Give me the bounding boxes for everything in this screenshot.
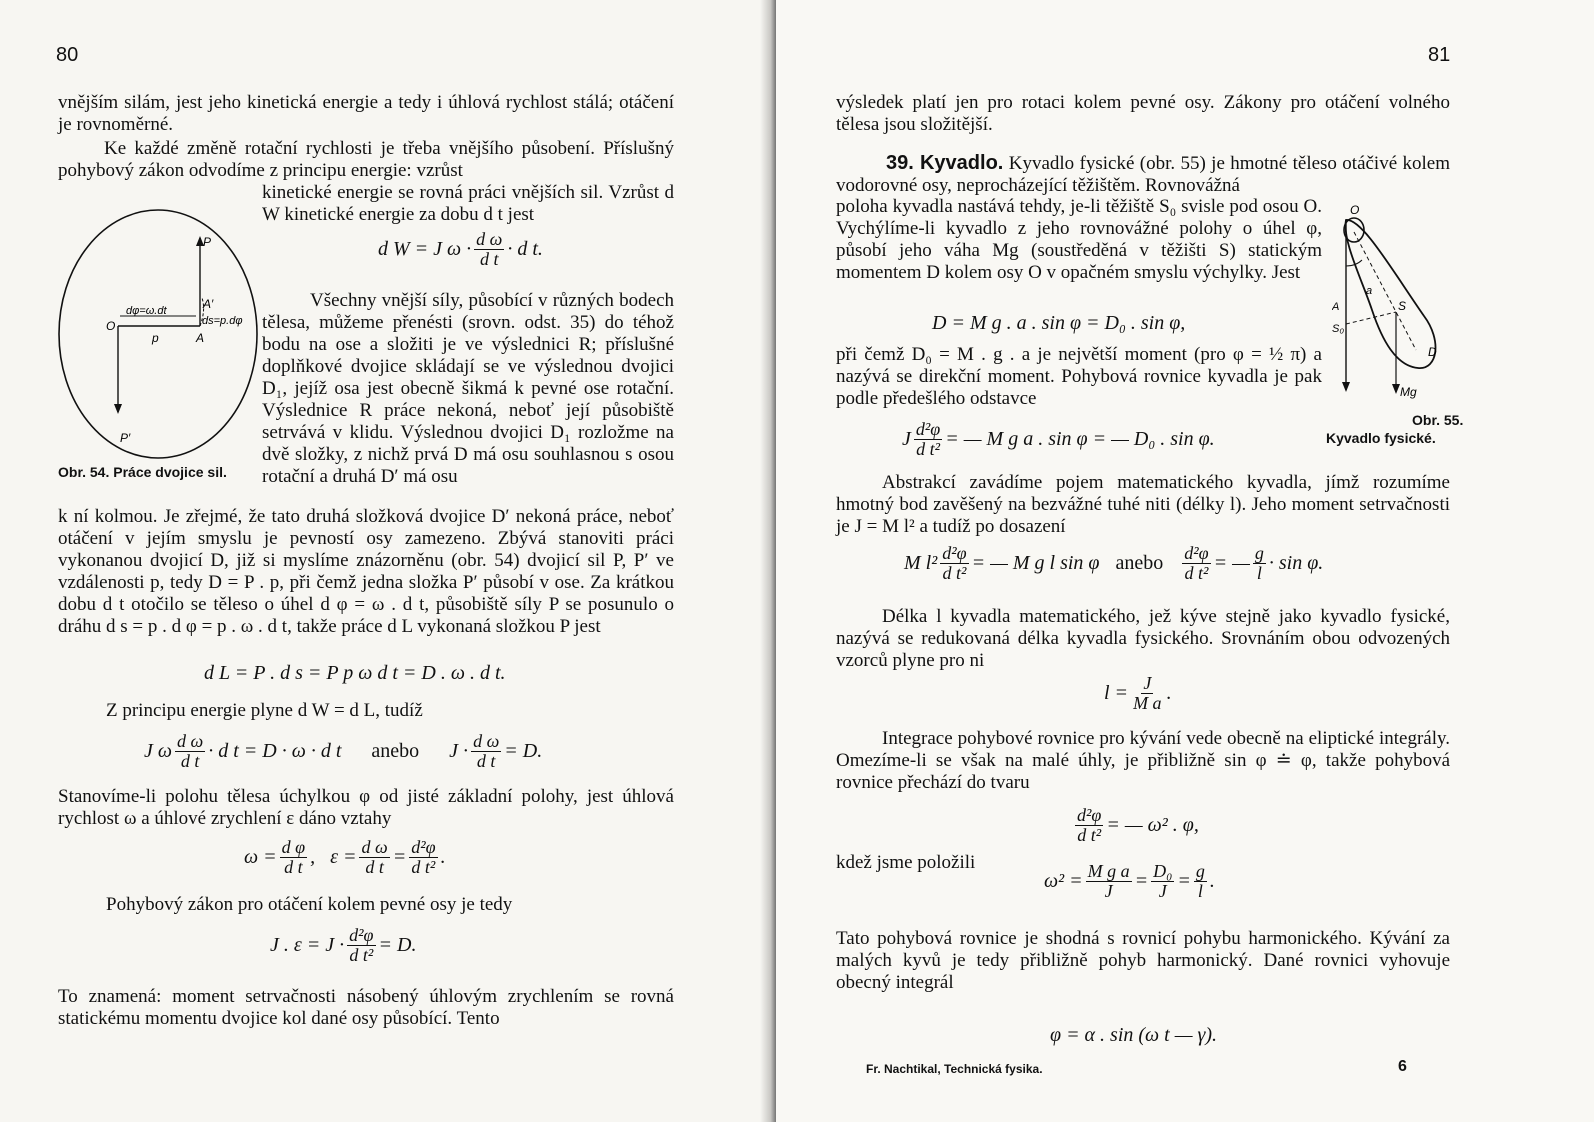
equation-motion-law <box>270 926 416 965</box>
numerator: d²φ <box>915 419 941 439</box>
fraction <box>280 838 307 877</box>
label-p: p <box>152 331 159 345</box>
figure-55-caption-title: Kyvadlo fysické. <box>1326 430 1436 446</box>
paragraph: Tato pohybová rovnice je shodná s rovnicí pohybu harmonického. Kývání za malých kyvů je tedy přibližně pohyb harmonický. Dané rovnici vyhovuje obecný integrál <box>836 928 1450 993</box>
denominator: d t² <box>349 945 374 965</box>
paragraph: výsledek platí jen pro rotaci kolem pevné osy. Zákony pro otáčení volného tělesa jsou složitější. <box>836 92 1450 135</box>
fraction <box>359 838 389 877</box>
eq-term: = <box>1134 870 1149 892</box>
fraction <box>1182 544 1210 583</box>
label-O: O <box>1350 203 1360 217</box>
eq-term: J ω <box>144 740 172 762</box>
eq-term: ω² = <box>1044 870 1083 892</box>
paragraph: Abstrakcí zavádíme pojem matematického kyvadla, jímž rozumíme hmotný bod zavěšený na bezvážné tuhé niti (délky l). Jeho moment setrvačnosti je J = M l² a tudíž po dosazení <box>836 472 1450 537</box>
eq-term: M l² <box>904 552 938 574</box>
label-P: P <box>203 235 212 249</box>
numerator: d φ <box>281 837 306 857</box>
label-A: A <box>196 331 205 345</box>
arrowhead <box>114 404 122 414</box>
label-D: D <box>1428 345 1437 359</box>
section-heading-text: 39. Kyvadlo. <box>886 152 1004 174</box>
fraction <box>1075 806 1103 845</box>
fraction <box>914 420 942 459</box>
eq-term: . <box>1209 870 1215 892</box>
eq-term: · d t. <box>507 238 543 260</box>
equation-kinetic-energy <box>378 230 543 269</box>
equation-reduced-length <box>1104 674 1172 713</box>
label-S0: S₀ <box>1332 323 1344 335</box>
numerator: d²φ <box>411 837 436 857</box>
equation-omega-squared <box>1044 862 1215 901</box>
denominator: M a <box>1133 693 1162 713</box>
eq-term: l = <box>1104 682 1129 704</box>
denominator: l <box>1256 563 1262 583</box>
paragraph: poloha kyvadla nastává tehdy, je-li těžiště S₀ svisle pod osou O. Vychýlíme-li kyvadlo z jeho rovnovážné polohy o úhel φ, působí jeho váha Mg (soustředěná v těžišti S) statickým momentem D kolem osy O v opačném smyslu výchylky. Jest <box>836 196 1322 283</box>
paragraph: kdež jsme položili <box>836 852 976 873</box>
denominator: l <box>1197 881 1203 901</box>
page-number-left: 80 <box>56 44 79 66</box>
paragraph: Stanovíme-li polohu tělesa úchylkou φ od jisté základní polohy, jest úhlová rychlost ω a úhlové zrychlení ε dáno vztahy <box>58 786 674 829</box>
footer-book-title: Fr. Nachtikal, Technická fysika. <box>866 1062 1043 1076</box>
denominator: d t <box>284 857 303 877</box>
label-dphi: dφ=ω.dt <box>126 305 167 317</box>
eq-term: J <box>902 428 911 450</box>
eq-term: = — <box>1213 552 1250 574</box>
paragraph: Všechny vnější síly, působící v různých bodech tělesa, můžeme přenésti (srovn. odst. 35) do téhož bodu na ose a složiti je ve výslednici R; příslušné doplňkové dvojice skládají se ve výslednou dvojici D₁, jejíž osa jest obecně šikmá k pevné ose rotační. Výslednice R práce nekoná, neboť její působiště setrvává v klidu. Výslednou dvojici D₁ rozložme na dvě složky, z nichž prvá D má osu souhlasnou s osou rotační a druhá D′ má osu <box>262 290 674 487</box>
eq-term: , ε = <box>310 846 357 868</box>
pendulum-body <box>1345 220 1435 368</box>
numerator: d ω <box>476 229 503 249</box>
eq-term: = <box>392 846 407 868</box>
footer-signature-number: 6 <box>1398 1058 1407 1075</box>
left-page <box>0 0 776 1122</box>
numerator: d²φ <box>942 543 967 563</box>
section-39-intro <box>836 152 1450 197</box>
denominator: d t² <box>411 857 436 877</box>
eq-term: . <box>440 846 446 868</box>
fraction <box>409 838 437 877</box>
eq-term: = — M g l sin φ <box>971 552 1100 574</box>
paragraph: To znamená: moment setrvačnosti násobený úhlovým zrychlením se rovná statickému momentu dvojice kol dané osy působící. Tento <box>58 986 674 1029</box>
section-heading <box>886 153 1003 174</box>
equation-general-integral: φ = α . sin (ω t — γ). <box>1050 1024 1218 1046</box>
label-a: a <box>1366 285 1373 297</box>
equation-static-moment: D = M g . a . sin φ = D₀ . sin φ, <box>932 312 1186 334</box>
numerator: d²φ <box>1077 805 1102 825</box>
paragraph: Ke každé změně rotační rychlosti je třeba vnějšího působení. Příslušný pohybový zákon odvodíme z principu energie: vzrůst <box>58 138 674 181</box>
denominator: d t <box>180 751 200 771</box>
figure-55-caption-number: Obr. 55. <box>1412 412 1464 428</box>
eq-term: = <box>1177 870 1191 892</box>
paragraph: Z principu energie plyne d W = d L, tudíž <box>106 700 423 721</box>
eq-term: J · <box>449 740 469 762</box>
paragraph: k ní kolmou. Je zřejmé, že tato druhá složková dvojice D′ nekoná práce, neboť otáčení v jejím smyslu je pevností osy zamezeno. Zbývá stanoviti práci vykonanou dvojicí D, již si myslíme znázorněnu (obr. 54) dvojicí sil P, P′ ve vzdálenosti p, tedy D = P . p, při čemž jedna složka P′ působí v ose. Za krátkou dobu d t otočilo se těleso o úhel d φ = ω . d t, působiště síly P se posunulo o dráhu d s = p . d φ = p . ω . d t, takže práce d L vykonaná složkou P jest <box>58 506 674 637</box>
figure-54-caption: Obr. 54. Práce dvojice sil. <box>58 464 227 480</box>
denominator: d t² <box>1077 825 1102 845</box>
arrowhead <box>1392 384 1400 394</box>
numerator: d ω <box>473 731 500 751</box>
denominator: d t² <box>1184 563 1209 583</box>
fraction <box>474 230 504 269</box>
figure-54-couple-work <box>56 206 266 466</box>
paragraph: vnějším silám, jest jeho kinetická energie a tedy i úhlová rychlost stálá; otáčení je rovnoměrné. <box>58 92 674 135</box>
denominator: d t <box>476 751 496 771</box>
eq-term: = — ω² . φ, <box>1106 814 1199 836</box>
label-P-prime: P′ <box>120 431 131 445</box>
fraction <box>1253 544 1266 583</box>
equation-mathematical-pendulum <box>904 544 1323 583</box>
label-S: S <box>1398 299 1407 313</box>
fraction <box>471 732 501 771</box>
denominator: d t² <box>942 563 967 583</box>
fraction <box>1151 862 1174 901</box>
eq-term: = D. <box>378 934 417 956</box>
numerator: d ω <box>177 731 204 751</box>
label-Mg: Mg <box>1400 385 1417 399</box>
denominator: J <box>1104 881 1113 901</box>
paragraph: Integrace pohybové rovnice pro kývání vede obecně na eliptické integrály. Omezíme-li se však na malé úhly, je přibližně sin φ ≐ φ, takže pohybová rovnice přechází do tvaru <box>836 728 1450 793</box>
eq-term: d W = J ω · <box>378 238 472 260</box>
equation-physical-pendulum <box>902 420 1215 459</box>
eq-connector: anebo <box>1115 552 1164 574</box>
arrowhead <box>1342 382 1350 392</box>
numerator: d²φ <box>349 925 374 945</box>
label-ds: ds=p.dφ <box>202 315 243 327</box>
eq-term: · sin φ. <box>1268 552 1324 574</box>
numerator: g <box>1254 543 1264 563</box>
equation-work: d L = P . d s = P p ω d t = D . ω . d t. <box>204 662 506 684</box>
figure-55-physical-pendulum <box>1332 200 1462 410</box>
denominator: J <box>1158 881 1167 901</box>
right-page <box>776 0 1594 1122</box>
fraction <box>1086 862 1132 901</box>
paragraph: Délka l kyvadla matematického, jež kýve stejně jako kyvadlo fysické, nazývá se redukovaná délka kyvadla fysického. Srovnáním obou odvozených vzorců plyne pro ni <box>836 606 1450 671</box>
numerator: d²φ <box>1184 543 1209 563</box>
equation-small-oscillations <box>1072 806 1199 845</box>
fraction <box>347 926 375 965</box>
eq-term: ω = <box>244 846 277 868</box>
paragraph: kinetické energie se rovná práci vnějších sil. Vzrůst d W kinetické energie za dobu d t jest <box>262 182 674 225</box>
eq-connector: anebo <box>371 740 420 762</box>
page-number-right: 81 <box>1428 44 1451 66</box>
denominator: d t <box>480 249 499 269</box>
fraction <box>175 732 205 771</box>
paragraph-text: Kyvadlo fysické (obr. 55) je hmotné těleso otáčivé kolem vodorovné osy, neprocházející těžištěm. Rovnovážná <box>836 153 1451 196</box>
eq-term: J . ε = J · <box>270 934 345 956</box>
numerator: J <box>1143 673 1152 693</box>
fraction <box>1194 862 1207 901</box>
eq-term: . <box>1166 682 1172 704</box>
eq-term: = D. <box>504 740 543 762</box>
label-A-prime: A′ <box>203 297 214 311</box>
denominator: d t² <box>916 439 941 459</box>
paragraph: při čemž D₀ = M . g . a je největší moment (pro φ = ½ π) a nazývá se direkční moment. Pohybová rovnice kyvadla je pak podle předešlého odstavce <box>836 344 1322 409</box>
denominator: d t <box>365 857 384 877</box>
numerator: g <box>1195 861 1205 881</box>
eq-term: · d t = D · ω · d t <box>208 740 342 762</box>
fraction <box>1131 674 1164 713</box>
label-A: A <box>1332 301 1340 313</box>
equation-angular-velocity <box>244 838 446 877</box>
label-O: O <box>106 319 116 333</box>
numerator: M g a <box>1087 861 1130 881</box>
arm-line <box>1346 312 1396 324</box>
numerator: D₀ <box>1153 861 1173 881</box>
equation-energy-principle <box>144 732 542 771</box>
fraction <box>940 544 968 583</box>
numerator: d ω <box>361 837 388 857</box>
paragraph: Pohybový zákon pro otáčení kolem pevné osy je tedy <box>106 894 513 915</box>
eq-term: = — M g a . sin φ = — D₀ . sin φ. <box>945 428 1215 450</box>
